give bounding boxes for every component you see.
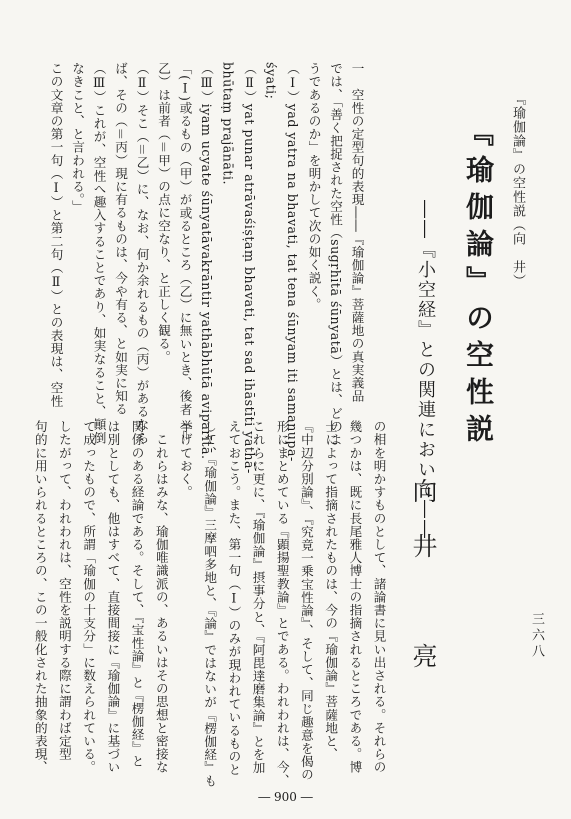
text-line: では、「善く把捉された空性（sugṛhītā śūnyatā）とは、どのよ (328, 62, 344, 447)
text-line: 挙げておく。 (177, 420, 193, 499)
text-line: の相を明かすものとして、諸論書に見い出される。それらの (371, 420, 387, 774)
text-line: は別としても、他はすべて、直接間接に『瑜伽論』に基づい (105, 420, 121, 774)
text-line: śyati; (263, 62, 279, 100)
text-line: 幾つかは、既に長尾雅人博士の指摘されるところである。博 (347, 420, 363, 774)
text-line: ば、その（＝丙）現に有るものは、今や有る、と如実に知る (113, 62, 129, 416)
text-line: 乙）は前者（＝甲）の点に空なり、と正しく観る。 (156, 62, 172, 364)
text-line: なきこと、と言われる。」 (70, 62, 86, 213)
text-line: （Ⅰ）yad yatra na bhavati, tat tena śūnyam iti samanupa- (285, 62, 301, 462)
text-line: 関係のある経論である。そして、『宝性論』と『楞伽経』と (129, 420, 145, 768)
paper-title: 『瑜伽論』の空性説 (462, 118, 495, 451)
text-line: （Ⅱ）そこ（＝乙）に、なお、何か余れるもの（丙）があるなら (134, 62, 150, 445)
text-line: 『中辺分別論』、『究竟一乗宝性論』、そして、同じ趣意を偈の (298, 420, 314, 781)
text-line: bhūtaṃ prajānāti. (220, 62, 236, 186)
text-line: したがって、われわれは、空性を説明する際に謂わば定型 (56, 420, 72, 761)
text-line: うであるのか」を明かして次の如く説く。 (306, 62, 322, 311)
running-head: 『瑜伽論』の空性説（向 井） (510, 92, 525, 288)
text-line: 「(Ⅰ)或るもの（甲）が或るところ（乙）に無いとき、後者（＝ (177, 62, 193, 443)
text-line: して、『瑜伽論』三摩呬多地と、『論』ではないが『楞伽経』も (202, 420, 218, 788)
text-line: えておこう。また、第一句（Ⅰ）のみが現われているものと (226, 420, 242, 777)
text-line: 形にまとめている『顕揚聖教論』とである。われわれは、今、 (274, 420, 290, 787)
text-line: て成ったもので、所謂「瑜伽の十支分」に数えられている。 (81, 420, 97, 774)
page-number: 三六八 (529, 612, 544, 660)
text-line: 句的に用いられるところの、この一般化された抽象的表現、 (32, 420, 48, 774)
folio: ― 900 ― (258, 790, 313, 804)
text-line: 一 空性の定型句的表現――『瑜伽論』菩薩地の真実義品 (349, 62, 365, 403)
text-line: これらはみな、瑜伽唯識派の、あるいはその思想と密接な (153, 420, 169, 774)
paper-subtitle: ――『小空経』との関連において―― (415, 200, 436, 540)
text-line: （Ⅲ）これが、空性へ趣入することであり、如実なること、顚倒 (91, 62, 107, 445)
text-line: 士によって指摘されたものは、今の『瑜伽論』菩薩地と、 (323, 420, 339, 761)
text-line: この文章の第一句（Ⅰ）と第二句（Ⅱ）との表現は、空性 (48, 62, 64, 408)
text-line: （Ⅲ）iyam ucyate śūnyatāvakrāntir yathābhūtā aviparītā. (199, 62, 215, 460)
text-line: （Ⅱ）yat punar atrāvaśiṣṭaṃ bhavati, tat sad ihāstīti yathā- (242, 62, 258, 474)
text-line: これらに更に、『瑜伽論』摂事分と、『阿毘達磨集論』とを加 (250, 420, 266, 775)
author-name: 向井 亮 (409, 478, 438, 698)
